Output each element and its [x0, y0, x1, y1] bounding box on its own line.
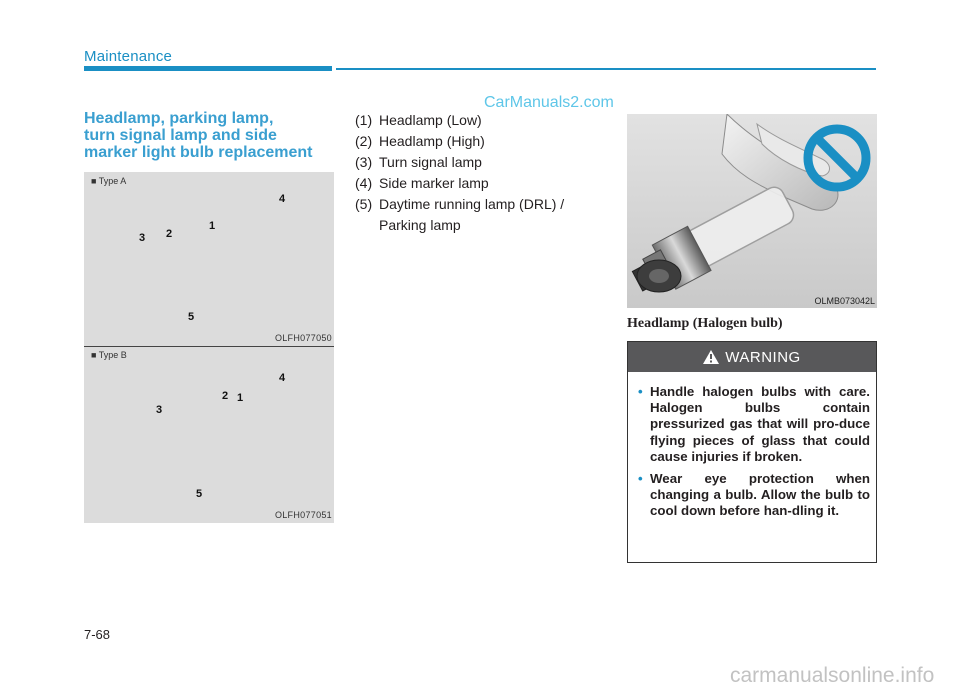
- photo-code: OLMB073042L: [814, 296, 875, 306]
- callout-4: 4: [279, 372, 286, 384]
- warning-triangle-icon: [703, 350, 719, 364]
- heading-line-1: Headlamp, parking lamp,: [84, 110, 274, 127]
- legend-item: [355, 110, 605, 131]
- figure-type-a: [84, 172, 334, 347]
- bulb-legend: [355, 110, 605, 236]
- heading-line-2: turn signal lamp and side: [84, 127, 277, 144]
- callout-3: 3: [156, 404, 163, 416]
- legend-item: [355, 194, 605, 236]
- legend-item: [355, 131, 605, 152]
- figure-type-label: ■ Type A: [91, 176, 127, 186]
- legend-number: (3): [355, 154, 373, 170]
- warning-text: Wear eye protection when changing a bulb. Allow the bulb to cool down before han-dling it.: [650, 471, 870, 519]
- legend-text: Side marker lamp: [379, 175, 489, 191]
- halogen-bulb-illustration: [627, 114, 877, 308]
- callout-1: 1: [237, 392, 244, 404]
- figure-type-b: [84, 347, 334, 523]
- warning-list: [638, 384, 870, 526]
- callout-4: 4: [279, 193, 286, 205]
- page-heading: [84, 110, 334, 161]
- warning-text: Handle halogen bulbs with care. Halogen bulbs contain pressurized gas that will pro-duce flying pieces of glass that could cause injuries if broken.: [650, 384, 870, 464]
- callout-2: 2: [222, 390, 229, 402]
- photo-caption: Headlamp (Halogen bulb): [627, 316, 783, 331]
- warning-item: [638, 471, 870, 520]
- legend-text: Headlamp (Low): [379, 112, 482, 128]
- section-label: Maintenance: [84, 48, 173, 65]
- warning-box: [627, 341, 877, 563]
- watermark-bottom: carmanualsonline.info: [730, 664, 935, 687]
- header-rule-thick: [84, 66, 332, 71]
- figure-code: OLFH077050: [274, 333, 332, 343]
- warning-item: [638, 384, 870, 465]
- page-number: 7-68: [84, 627, 111, 642]
- heading-line-3: marker light bulb replacement: [84, 144, 313, 161]
- callout-2: 2: [166, 228, 173, 240]
- watermark-top: CarManuals2.com: [484, 94, 614, 111]
- legend-item: [355, 152, 605, 173]
- legend-number: (1): [355, 112, 373, 128]
- legend-number: (4): [355, 175, 373, 191]
- warning-title: WARNING: [725, 348, 801, 366]
- legend-text: Turn signal lamp: [379, 154, 482, 170]
- warning-header: [628, 342, 876, 372]
- header-rule-thin: [336, 68, 876, 70]
- bullet-icon: •: [638, 384, 643, 399]
- legend-number: (2): [355, 133, 373, 149]
- halogen-bulb-photo: [627, 114, 877, 308]
- figure-type-label: ■ Type B: [91, 350, 127, 360]
- callout-5: 5: [196, 488, 203, 500]
- bullet-icon: •: [638, 471, 643, 487]
- legend-text-continued: Parking lamp: [379, 217, 461, 233]
- legend-number: (5): [355, 196, 373, 212]
- callout-1: 1: [209, 220, 216, 232]
- figure-code: OLFH077051: [274, 510, 332, 520]
- legend-text: Daytime running lamp (DRL) /: [379, 196, 565, 212]
- legend-item: [355, 173, 605, 194]
- callout-3: 3: [139, 232, 146, 244]
- legend-text: Headlamp (High): [379, 133, 485, 149]
- callout-5: 5: [188, 311, 195, 323]
